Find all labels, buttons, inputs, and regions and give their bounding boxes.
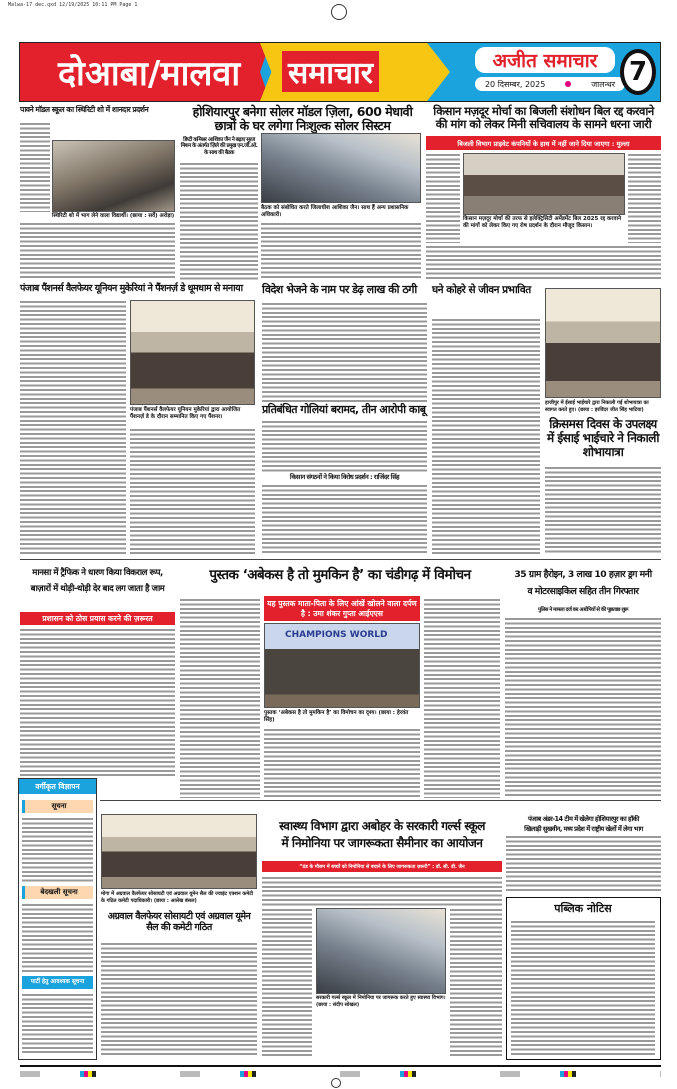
eviction-body [22, 903, 93, 973]
story-1-photo [52, 140, 175, 212]
story-3-body-side [628, 153, 661, 243]
public-notice-body [511, 920, 655, 1056]
registration-mark [331, 4, 347, 20]
story-14-headline-line-1: पंजाब अंडर-14 टीम में खेलेगा होशियारपुर का हॉकी [528, 815, 639, 823]
story-3-photo [463, 153, 625, 215]
story-9-headline-line-1: मानसा में ट्रैफिक ने धारण किया विकराल रूप, [32, 568, 163, 578]
story-4-headline: पंजाब पैंशनर्स वैलफेयर यूनियन मुकेरियां ने पैंशनर्ज़ डे धूमधाम से मनाया [20, 283, 243, 294]
story-3-body-2 [426, 245, 661, 280]
story-8-headline: प्रतिबंधित गोलियां बरामद, तीन आरोपी काबू [262, 403, 426, 416]
story-4-body [20, 300, 126, 555]
banner-section-right: समाचार [282, 51, 379, 92]
story-1-headline: पावने मॉडल स्कूल का स्थिरिटी शो में शानदार प्रदर्शन [20, 105, 149, 114]
registration-mark [331, 1078, 341, 1088]
story-3-headline-line-1: किसान मज़दूर मोर्चा का बिजली संशोधन बिल रद्द करवाने [433, 104, 654, 118]
story-3-red-bar: बिजली विभाग प्राइवेट कंपनियों के हाथ में नहीं जाने दिया जाएगा : मुल्ला [426, 136, 661, 150]
story-13-red-bar: “ठंड के मौसम में बच्चों को निमोनिया से बचाने के लिए जागरूकता ज़रूरी” : डॉ. सी. डी. जैन [262, 861, 502, 872]
story-8-body [262, 420, 427, 472]
story-2-headline-line-1: होशियारपुर बनेगा सोलर मॉडल ज़िला, 600 मेधावी [192, 104, 413, 119]
story-10-photo-banner: CHAMPIONS WORLD [285, 630, 388, 640]
party-notice-body [22, 993, 93, 1055]
story-12-body [101, 942, 257, 1057]
story-13-photo [316, 908, 446, 994]
page-banner [19, 42, 661, 102]
story-9-headline-line-2: बाज़ारों में थोड़ी-थोड़ी देर बाद लग जाता है जाम [30, 584, 165, 595]
story-4-body-2 [130, 428, 255, 555]
print-metadata: Malwa-17 dec.qxd 12/19/2025 10:11 PM Page 1 [8, 2, 138, 8]
paper-name: अजीत समाचार [475, 47, 615, 73]
story-9-headline [20, 565, 175, 598]
story-12-photo [101, 814, 257, 889]
banner-date-strip [475, 77, 625, 91]
story-4-photo [130, 300, 255, 405]
classifieds-panel [18, 778, 97, 1060]
story-10-photo [264, 623, 420, 708]
story-10-caption: पुस्तक ‘अबेकस है तो मुमकिन है’ का विमोचन का दृश्य। (छाया : हेरवंत सिंह) [264, 710, 409, 724]
story-2-body-2 [261, 222, 421, 280]
issue-city: जालन्धर [591, 79, 616, 89]
story-13-headline-line-2: में निमोनिया पर जागरूकता सैमीनार का आयोजन [281, 836, 483, 851]
story-8-body-2 [262, 484, 427, 554]
story-7-headline: क्रिसमस दिवस के उपलक्ष्य में ईसाई भाईचारे ने निकाली शोभायात्रा [547, 417, 659, 459]
story-11-headline-line-1: 35 ग्राम हैरोइन, 3 लाख 10 हज़ार ड्रग मनी [514, 569, 652, 580]
story-13-caption: सरकारी गर्ल्स स्कूल में निमोनिया पर जागरूक करते हुए स्वास्थ्य विभाग। (छाया : संदीप सोखल) [316, 995, 446, 1008]
story-14-headline [506, 815, 661, 835]
story-1-body [20, 122, 50, 212]
story-7-caption: हाजीपुर में ईसाई भाईचारे द्वारा निकाली गई शोभायात्रा का स्वागत करते हुए। (छाया : हरविंदर जीत सिंह भाटिया) [545, 400, 649, 413]
story-13-body-right [450, 908, 502, 1058]
story-3-headline-line-2: की मांग को लेकर मिनी सचिवालय के सामने धरना जारी [435, 117, 652, 132]
story-2-body [180, 162, 258, 280]
story-10-body-2 [264, 728, 420, 798]
divider [20, 559, 661, 560]
story-11-body [505, 617, 661, 797]
story-2-headline-line-2: छात्रों के घर लगेगा निःशुल्क सोलर सिस्टम [214, 118, 391, 134]
story-10-headline: पुस्तक ‘अबेकस है तो मुमकिन है’ का चंडीगढ़ में विमोचन [209, 567, 471, 583]
story-14-body [506, 835, 661, 893]
story-1-caption: स्थिरिटी शो में भाग लेने वाला विद्यार्थी। (छाया : सर्वे) अरोड़ा) [52, 213, 175, 219]
story-11-headline [505, 567, 661, 600]
story-10-body [180, 598, 260, 798]
story-3-caption: किसान मज़दूर मोर्चा की तरफ से इलेक्ट्रिसिटी अमेंडमेंट बिल 2025 रद्द करवाने की मांगों को लेकर किए गए रोष प्रदर्शन के दौरान मौजूद किसान। [463, 216, 622, 230]
party-notice-heading: पार्टी हेतु आवश्यक सूचना [22, 976, 93, 989]
issue-date: 20 दिसम्बर, 2025 [484, 79, 546, 89]
story-3-headline [426, 105, 661, 131]
story-6-headline: घने कोहरे से जीवन प्रभावित [432, 284, 531, 296]
story-9-red-bar: प्रशासन को ठोस प्रयास करने की ज़रूरत [20, 612, 175, 625]
public-notice-box [506, 897, 661, 1060]
eviction-heading: बेदखली सूचना [22, 886, 93, 899]
story-12-headline: अग्रवाल वैलफेयर सोसायटी एवं अग्रवाल यूमेन सैल की कमेटी गठित [107, 911, 251, 933]
story-10-red-box: यह पुस्तक माता-पिता के लिए आंखें खोलने वाला दर्पण है : उमा शंकर गुप्ता आईएएस [264, 596, 420, 621]
story-5-body [262, 302, 427, 402]
story-14-headline-line-2: खिलाड़ी सुखवीन, मध्य प्रदेश में राष्ट्रीय खेलों में लेगा भाग [524, 824, 643, 833]
notice-heading: सूचना [22, 800, 93, 813]
separator-dot-icon [565, 81, 571, 87]
story-8-subhead: किसान संगठनों ने किया विरोध प्रदर्शन : राजिंदर सिंह [289, 473, 400, 481]
notice-body [22, 817, 93, 883]
story-13-headline-line-1: स्वास्थ्य विभाग द्वारा अबोहर के सरकारी गर्ल्स स्कूल [279, 819, 485, 833]
page-number: 7 [620, 49, 656, 95]
classifieds-title: वर्गीकृत विज्ञापन [19, 779, 96, 794]
story-7-body [545, 466, 661, 554]
story-13-body-left [262, 908, 312, 1058]
divider [100, 800, 661, 801]
story-9-body [20, 628, 175, 776]
story-11-subhead: पुलिस ने मामला दर्ज कर आरोपियों से की पूछताछ शुरू [537, 607, 629, 613]
story-10-body-3 [424, 598, 500, 798]
story-1-body-2 [20, 222, 175, 280]
story-2-caption: बैठक को संबोधित करते जिलाधीश आशिका जैन। साथ हैं अन्य प्रशासनिक अधिकारी। [261, 205, 409, 219]
story-7-photo [545, 288, 661, 398]
story-2-subhead: डिप्टी कमिश्नर आशिका जैन ने बढ़ाए सूरज मिशन के अंतर्गत ज़िले की प्रमुख एन.जी.ओ. के साथ की बैठक [180, 137, 258, 156]
story-5-headline: विदेश भेजने के नाम पर डेढ़ लाख की ठगी [262, 283, 417, 296]
story-2-headline [180, 105, 425, 134]
story-4-caption: पंजाब पैंशनर्स वैलफेयर यूनियन मुकेरियां द्वारा आयोजित पैंशनर्ज़ डे के दौरान सम्मानित किए गए पैंशनर। [130, 407, 241, 421]
banner-section-left: दोआबा/मालवा [58, 54, 241, 94]
story-12-caption: मोगा में अग्रवाल वैलफेयर सोसायटी एवं अग्रवाल यूमेन सैल की ज्वाइंट एक्शन कमेटी के गठित कमेटी पदाधिकारी। (छाया : आलेख बंसल) [101, 891, 254, 904]
story-6-body [432, 318, 540, 554]
color-registration-bar [20, 1071, 661, 1077]
story-2-photo [261, 133, 421, 203]
public-notice-title: पब्लिक नोटिस [554, 902, 612, 915]
story-3-body [426, 153, 460, 243]
story-11-headline-line-2: व मोटरसाइकिल सहित तीन गिरफ्तार [527, 585, 639, 597]
story-13-headline [262, 818, 502, 853]
story-13-body [262, 876, 502, 906]
footer-rule [20, 1065, 661, 1067]
